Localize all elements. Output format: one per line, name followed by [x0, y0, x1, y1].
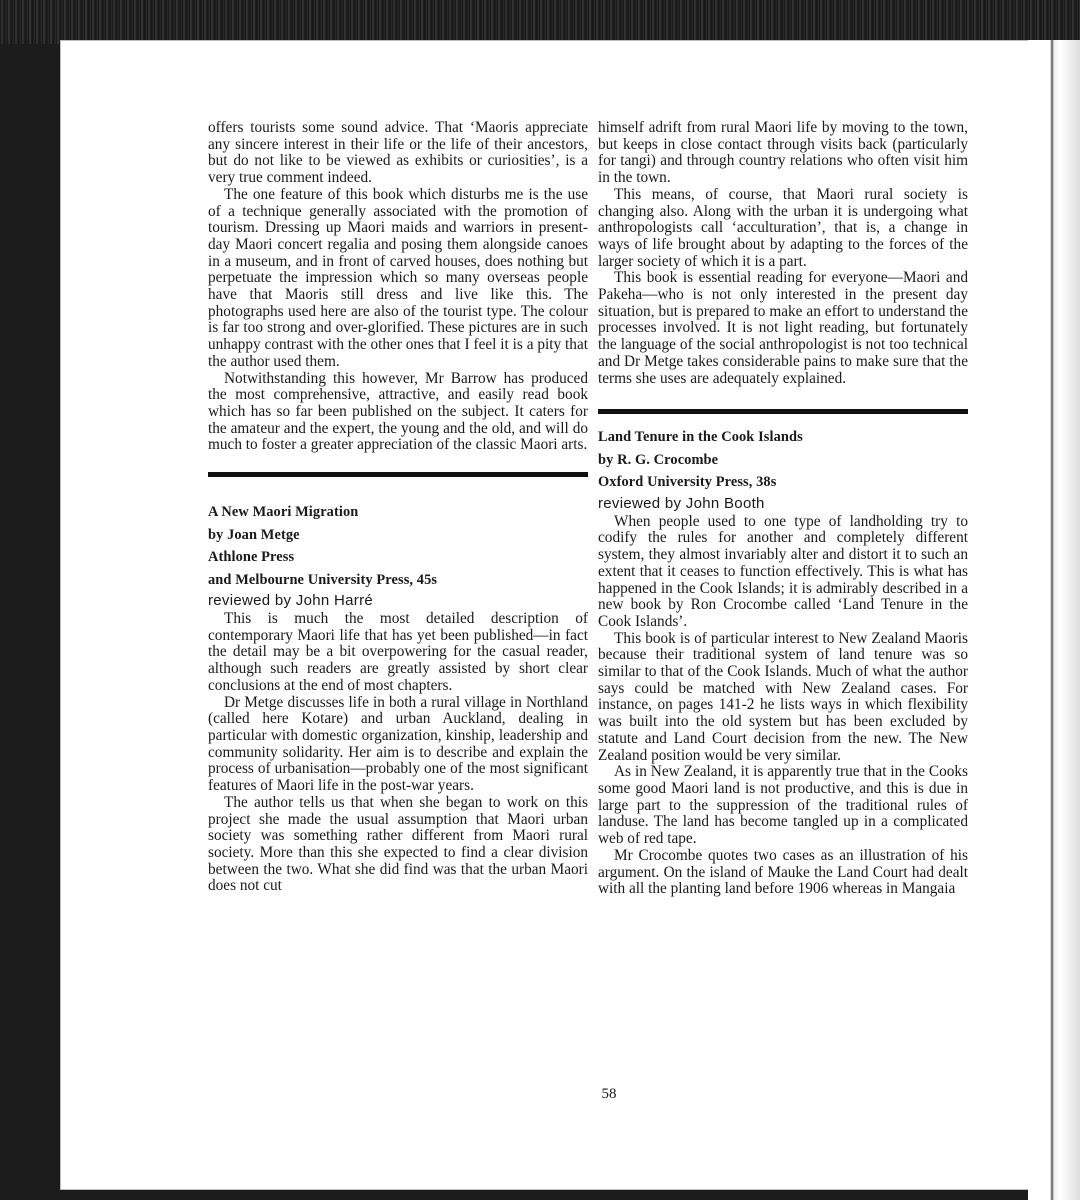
review-heading-maori-migration — [208, 501, 588, 591]
review-publisher: Oxford University Press, 38s — [598, 474, 777, 491]
section-divider — [598, 409, 968, 414]
review-paragraph-1: When people used to one type of landholding try to codify the rules for another and completely different system, they almost invariably alter and distort it to such an extent that it ceases to function effectively. This is what has happened in the Cook Islands; it is admirably described in a new book by Ron Crocombe called ‘Land Tenure in the Cook Islands’. — [598, 512, 968, 630]
review-paragraph-1: This is much the most detailed description of contemporary Maori life that has yet been published—in fact the detail may be a bit overpowering for the casual reader, although such readers are greatly assisted by short clear conclusions at the end of most chapters. — [208, 610, 588, 694]
reviewer-byline: reviewed by John Harré — [208, 592, 374, 610]
review-paragraph-4: Mr Crocombe quotes two cases as an illustration of his argument. On the island of Mauke the Land Court had dealt with all the planting land before 1906 whereas in Mangaia — [598, 846, 968, 898]
reviewer-byline: reviewed by John Booth — [598, 494, 765, 512]
review-paragraph-3: As in New Zealand, it is apparently true that in the Cooks some good Maori land is not productive, and this is due in large part to the suppression of the traditional rules of landuse. The land has become tangled up in a complicated web of red tape. — [598, 763, 968, 848]
review-publisher: Athlone Press — [208, 549, 295, 566]
review-paragraph-3: The author tells us that when she began to work on this project she made the usual assumption that Maori urban society was something rather different from Maori rural society. More than this she expected to find a clear division between the two. What she did find was that the urban Maori does not cut — [208, 793, 588, 895]
review-author: by Joan Metge — [208, 526, 300, 543]
page-edge-shadow — [1028, 40, 1080, 1200]
review-author: by R. G. Crocombe — [598, 451, 719, 468]
intro-paragraph-3: Notwithstanding this however, Mr Barrow has produced the most comprehensive, attractive, and easily read book which has so far been published on the subject. It caters for the amateur and the expert, the young and the old, and will do much to foster a greater appreciation of the classic Maori arts. — [208, 369, 588, 454]
review-paragraph-2: Dr Metge discusses life in both a rural village in Northland (called here Kotare) and urban Auckland, dealing in particular with domestic organization, kinship, leadership and community solidarity. Her aim is to describe and explain the process of urbanisation—probably one of the most significant features of Maori life in the post-war years. — [208, 693, 588, 795]
continued-paragraph-2: This means, of course, that Maori rural society is changing also. Along with the urban it is undergoing what anthropologists call ‘acculturation’, that is, a change in ways of life brought about by adapting to the forces of the larger society of which it is a part. — [598, 185, 968, 270]
continued-paragraph-3: This book is essential reading for everyone—Maori and Pakeha—who is not only interested in the present day situation, but is prepared to make an effort to understand the processes involved. It is not light reading, but fortunately the language of the social anthropologist is not too technical and Dr Metge takes considerable pains to make sure that the terms she uses are adequately explained. — [598, 269, 968, 387]
scan-border-top — [0, 0, 1080, 44]
review-publisher-secondary: and Melbourne University Press, 45s — [208, 571, 438, 588]
intro-paragraph-1: offers tourists some sound advice. That ‘Maoris appreciate any sincere interest in their life or the life of their ancestors, but do not like to be viewed as exhibits or curiosities’, is a very true comment indeed. — [208, 119, 588, 187]
intro-paragraph-2: The one feature of this book which disturbs me is the use of a technique generally associated with the promotion of tourism. Dressing up Maori maids and warriors in present-day Maori concert regalia and posing them alongside canoes in a museum, and in front of carved houses, does nothing but perpetuate the impression which so many overseas people have that Maoris still dress and live like this. The photographs used here are also of the tourist type. The colour is far too strong and over-glorified. These pictures are in such unhappy contrast with the other ones that I feel it is a pity that the author used them. — [208, 185, 588, 370]
page-number: 58 — [601, 1086, 617, 1102]
review-paragraph-2: This book is of particular interest to New Zealand Maoris because their traditional system of land tenure was so similar to that of the Cook Islands. Much of what the author says could be matched with New Zealand cases. For instance, on pages 141-2 he lists ways in which flexibility was built into the old system but has been excluded by statute and Land Court decision from the new. The New Zealand position would be very similar. — [598, 629, 968, 764]
review-title: Land Tenure in the Cook Islands — [598, 429, 803, 446]
continued-paragraph-1: himself adrift from rural Maori life by moving to the town, but keeps in close contact through visits back (particularly for tangi) and through country relations who often visit him in the town. — [598, 119, 968, 187]
review-title: A New Maori Migration — [208, 504, 359, 521]
review-heading-land-tenure — [598, 426, 968, 494]
section-divider — [208, 472, 588, 477]
right-column — [598, 120, 968, 898]
left-column — [208, 120, 588, 895]
